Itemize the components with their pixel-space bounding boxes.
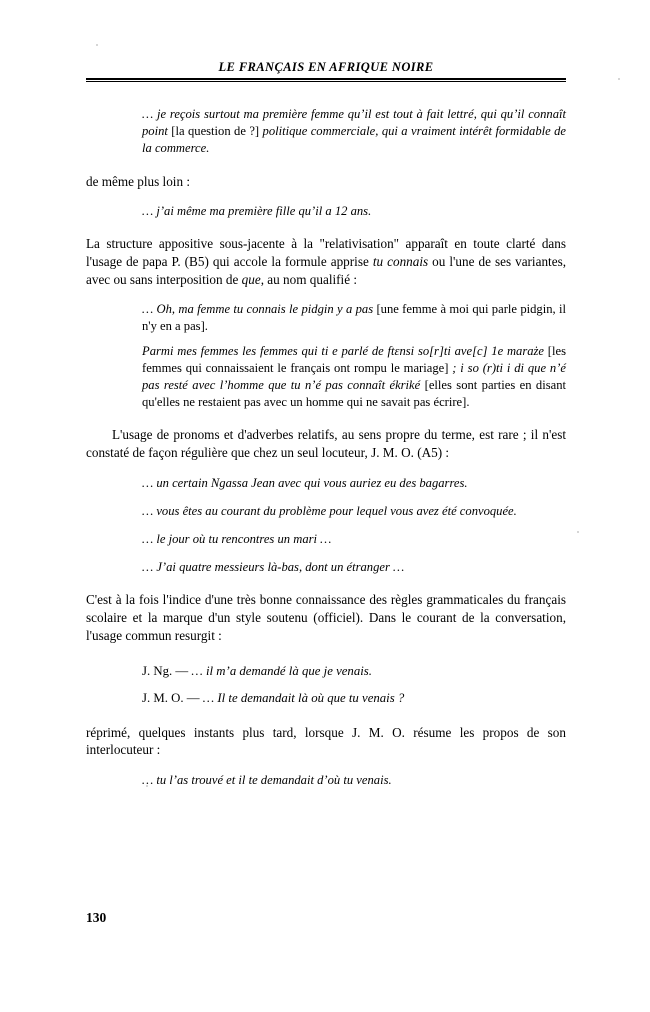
dialogue-text: … il m’a demandé là que je venais. — [191, 664, 372, 679]
quotation-gloss: [une femme à moi qui parle pidgin, il n'y en a pas]. — [142, 302, 567, 334]
running-head: LE FRANÇAIS EN AFRIQUE NOIRE — [218, 60, 434, 74]
paragraph-text-part2: ou l'une de ses variantes, avec ou sans interposition de — [86, 254, 566, 287]
quotation-text: … Oh, ma femme tu connais le pidgin y a pas — [142, 302, 377, 317]
paragraph-text-part1: La structure appositive sous-jacente à la "relativisation" apparaît en toute clarté dans l'usage de papa P. (B5) qui accole la formule apprise — [86, 236, 566, 269]
paragraph-structure-appositive — [86, 235, 566, 288]
paragraph-usage-pronoms: L'usage de pronoms et d'adverbes relatifs, au sens propre du terme, est rare ; il n'est constaté de façon régulière que chez un seul locuteur, J. M. O. (A5) : — [86, 427, 566, 460]
quotation-block-1 — [142, 106, 566, 158]
running-head-rule-thin — [86, 81, 566, 82]
quotation-text-cont: ; i so (r)ti i di que n’é pas resté avec l’homme que tu n’é pas connaît ékriké — [142, 360, 566, 392]
quotation-gloss-1: [les femmes qui connaissaient le français ont rompu le mariage] — [142, 343, 566, 375]
quotation-text-phonetic: Parmi mes femmes les femmes qui ti e parlé de ftɛnsi so[r]ti ave[c] 1e maraże — [142, 343, 545, 358]
paragraph-reprime: réprimé, quelques instants plus tard, lorsque J. M. O. résume les propos de son interlocuteur : — [86, 724, 566, 758]
scan-speck — [577, 531, 579, 533]
quotation-block-2: … j’ai même ma première fille qu’il a 12 ans. — [142, 204, 372, 219]
quotation-block-8: … J’ai quatre messieurs là-bas, dont un étranger … — [142, 560, 405, 575]
quotation-text: … je reçois surtout ma première femme qu’il est tout à fait lettré, qui qu’il connaît point — [142, 107, 566, 139]
quotation-block-6: … vous êtes au courant du problème pour lequel vous avez été convoquée. — [142, 503, 517, 518]
scan-speck — [618, 78, 620, 80]
dialogue-line-1 — [142, 663, 566, 680]
dialogue-speaker: J. Ng. — — [142, 664, 192, 679]
running-head-rule-thick — [86, 78, 566, 80]
emphasis-tu-connais: tu connais — [372, 254, 429, 269]
quotation-block-7: … le jour où tu rencontres un mari … — [142, 532, 332, 546]
quotation-text-cont: politique commerciale, qui a vraiment intérêt formidable de la commerce. — [142, 124, 566, 156]
page-content — [86, 60, 566, 800]
quotation-block-4 — [142, 343, 566, 412]
quotation-block-9: … tu l’as trouvé et il te demandait d’où tu venais. — [142, 772, 392, 787]
page-number: 130 — [86, 910, 107, 925]
quotation-gloss-2: [elles sont parties en disant qu'elles ne restaient pas avec un homme qui ne savait pas écrire]. — [142, 378, 566, 410]
quotation-gloss: [la question de ?] — [171, 124, 260, 139]
paragraph-cest-a-la-fois: C'est à la fois l'indice d'une très bonne connaissance des règles grammaticales du français scolaire et la marque d'un style soutenu (officiel). Dans le courant de la conversation, l'usage commun resurgit : — [86, 592, 566, 643]
paragraph-de-meme: de même plus loin : — [86, 173, 191, 189]
dialogue-text: … Il te demandait là où que tu venais ? — [202, 691, 405, 706]
dialogue-speaker: J. M. O. — — [142, 691, 203, 706]
scan-speck — [96, 44, 98, 46]
emphasis-que: que — [241, 271, 261, 287]
quotation-block-5: … un certain Ngassa Jean avec qui vous auriez eu des bagarres. — [142, 475, 468, 490]
quotation-block-3 — [142, 301, 566, 335]
dialogue-line-2 — [142, 690, 566, 707]
paragraph-text-part3: , au nom qualifié : — [260, 271, 358, 287]
